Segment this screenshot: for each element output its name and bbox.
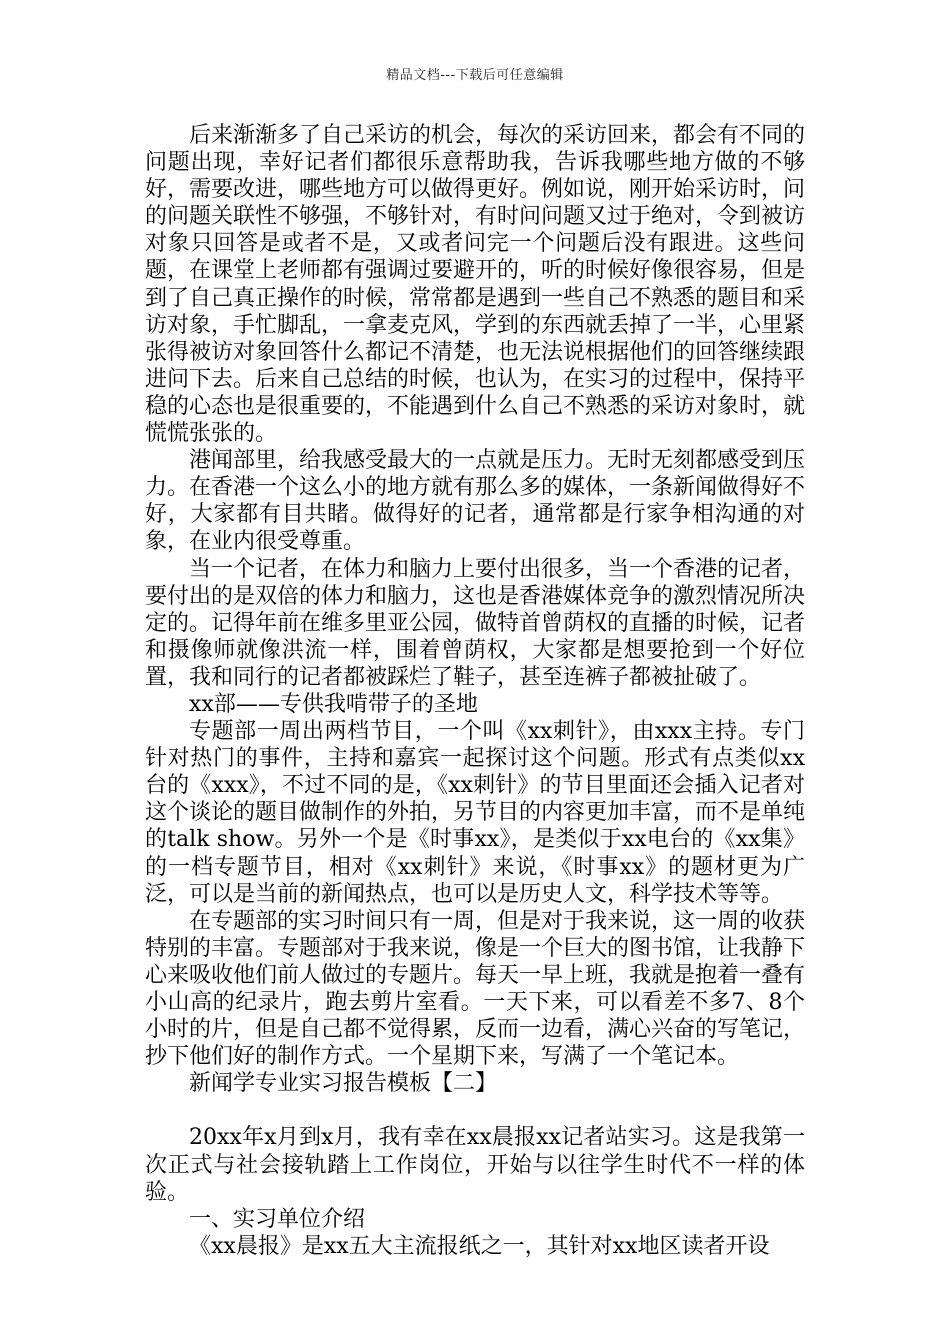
blank-line bbox=[145, 1097, 805, 1124]
section-heading-feature-dept: xx部——专供我啃带子的圣地 bbox=[189, 691, 478, 717]
paragraph-unit-intro: 《xx晨报》是xx五大主流报纸之一，其针对xx地区读者开设 bbox=[189, 1233, 770, 1259]
paragraph-pressure: 港闻部里，给我感受最大的一点就是压力。无时无刻都感受到压力。在香港一个这么小的地方就有那么多的媒体，一条新闻做得好不好，大家都有目共睹。做得好的记者，通常都是行家争相沟通的对象，在业内很受尊重。 bbox=[145, 448, 806, 555]
report-template-title: 新闻学专业实习报告模板【二】 bbox=[189, 1071, 498, 1097]
page-header: 精品文档---下载后可任意编辑 bbox=[386, 68, 564, 83]
paragraph-internship-intro: 20xx年x月到x月，我有幸在xx晨报xx记者站实习。这是我第一次正式与社会接轨踏上工作岗位，开始与以往学生时代不一样的体验。 bbox=[145, 1125, 805, 1205]
paragraph-feature-programs: 专题部一周出两档节目，一个叫《xx刺针》，由xxx主持。专门针对热门的事件，主持和嘉宾一起探讨这个问题。形式有点类似xx台的《xxx》，不过不同的是，《xx刺针》的节目里面还会插入记者对这个谈论的题目做制作的外拍，另节目的内容更加丰富，而不是单纯的talk show。另外一个是《时事xx》，是类似于xx电台的《xx集》的一档专题节目，相对《xx刺针》来说，《时事xx》的题材更为广泛，可以是当前的新闻热点，也可以是历史人文，科学技术等等。 bbox=[145, 719, 806, 907]
paragraph-feature-internship: 在专题部的实习时间只有一周，但是对于我来说，这一周的收获特别的丰富。专题部对于我来说，像是一个巨大的图书馆，让我静下心来吸收他们前人做过的专题片。每天一早上班，我就是抱着一叠有小山高的纪录片，跑去剪片室看。一天下来，可以看差不多7、8个小时的片，但是自己都不觉得累，反而一边看，满心兴奋的写笔记，抄下他们好的制作方式。一个星期下来，写满了一个笔记本。 bbox=[145, 908, 806, 1070]
document-body bbox=[145, 122, 805, 1260]
paragraph-reporter-effort: 当一个记者，在体力和脑力上要付出很多，当一个香港的记者，要付出的是双倍的体力和脑力，这也是香港媒体竞争的激烈情况所决定的。记得年前在维多里亚公园，做特首曾荫权的直播的时候，记者和摄像师就像洪流一样，围着曾荫权，大家都是想要抢到一个好位置，我和同行的记者都被踩烂了鞋子，甚至连裤子都被扯破了。 bbox=[145, 556, 806, 690]
section-heading-unit-intro: 一、实习单位介绍 bbox=[189, 1206, 366, 1232]
paragraph-interview-experience: 后来渐渐多了自己采访的机会，每次的采访回来，都会有不同的问题出现，幸好记者们都很乐意帮助我，告诉我哪些地方做的不够好，需要改进，哪些地方可以做得更好。例如说，刚开始采访时，问的问题关联性不够强，不够针对，有时问问题又过于绝对，令到被访对象只回答是或者不是，又或者问完一个问题后没有跟进。这些问题，在课堂上老师都有强调过要避开的，听的时候好像很容易，但是到了自己真正操作的时候，常常都是遇到一些自己不熟悉的题目和采访对象，手忙脚乱，一拿麦克风，学到的东西就丢掉了一半，心里紧张得被访对象回答什么都记不清楚，也无法说根据他们的回答继续跟进问下去。后来自己总结的时候，也认为，在实习的过程中，保持平稳的心态也是很重要的，不能遇到什么自己不熟悉的采访对象时，就慌慌张张的。 bbox=[145, 123, 806, 447]
